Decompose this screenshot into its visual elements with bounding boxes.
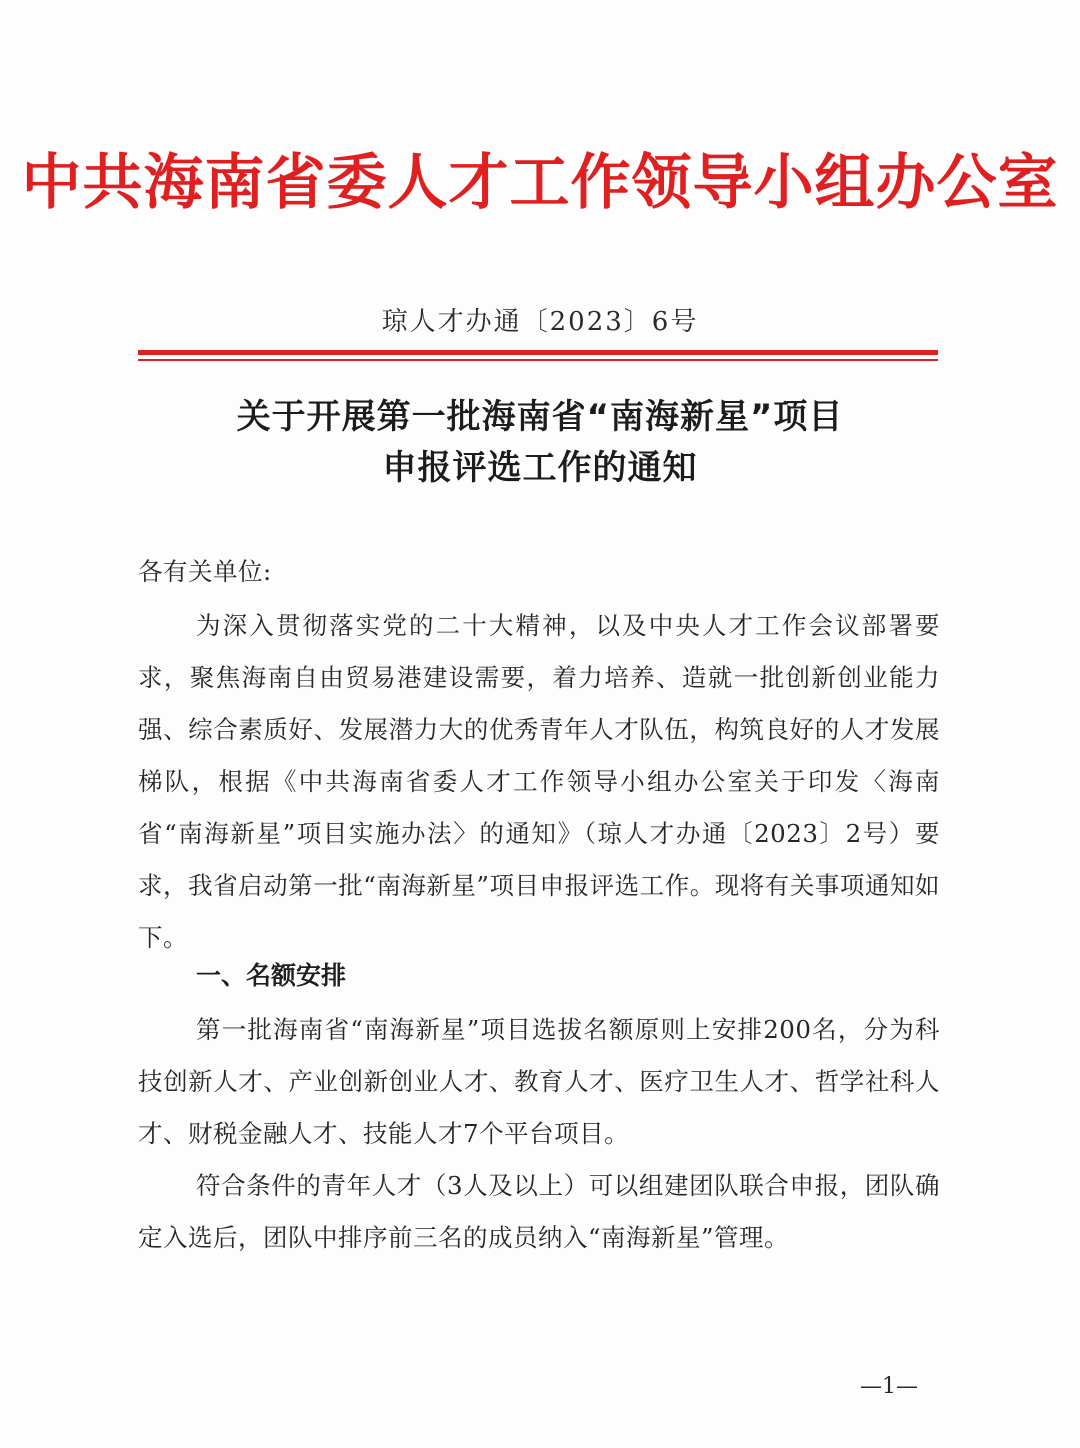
red-divider-thin [138,359,938,361]
red-divider-thick [138,350,938,355]
salutation: 各有关单位: [138,557,272,586]
document-number: 琼人才办通〔2023〕6号 [381,307,699,337]
section-heading-quota: 一、名额安排 [196,961,347,990]
notice-title-line-1: 关于开展第一批海南省“南海新星”项目 [236,397,844,437]
team-application-paragraph: 符合条件的青年人才（3人及以上）可以组建团队联合申报，团队确定入选后，团队中排序前三名的成员纳入“南海新星”管理。 [138,1171,940,1252]
page-number: —1— [860,1374,918,1399]
quota-paragraph: 第一批海南省“南海新星”项目选拔名额原则上安排200名，分为科技创新人才、产业创新创业人才、教育人才、医疗卫生人才、哲学社科人才、财税金融人才、技能人才7个平台项目。 [138,1015,940,1148]
issuing-office-masthead: 中共海南省委人才工作领导小组办公室 [21,148,1059,218]
intro-paragraph: 为深入贯彻落实党的二十大精神，以及中央人才工作会议部署要求，聚焦海南自由贸易港建设需要，着力培养、造就一批创新创业能力强、综合素质好、发展潜力大的优秀青年人才队伍，构筑良好的人才发展梯队，根据《中共海南省委人才工作领导小组办公室关于印发〈海南省“南海新星”项目实施办法〉的通知》（琼人才办通〔2023〕2号）要求，我省启动第一批“南海新星”项目申报评选工作。现将有关事项通知如下。 [138,611,940,952]
notice-title-line-2: 申报评选工作的通知 [382,448,698,488]
